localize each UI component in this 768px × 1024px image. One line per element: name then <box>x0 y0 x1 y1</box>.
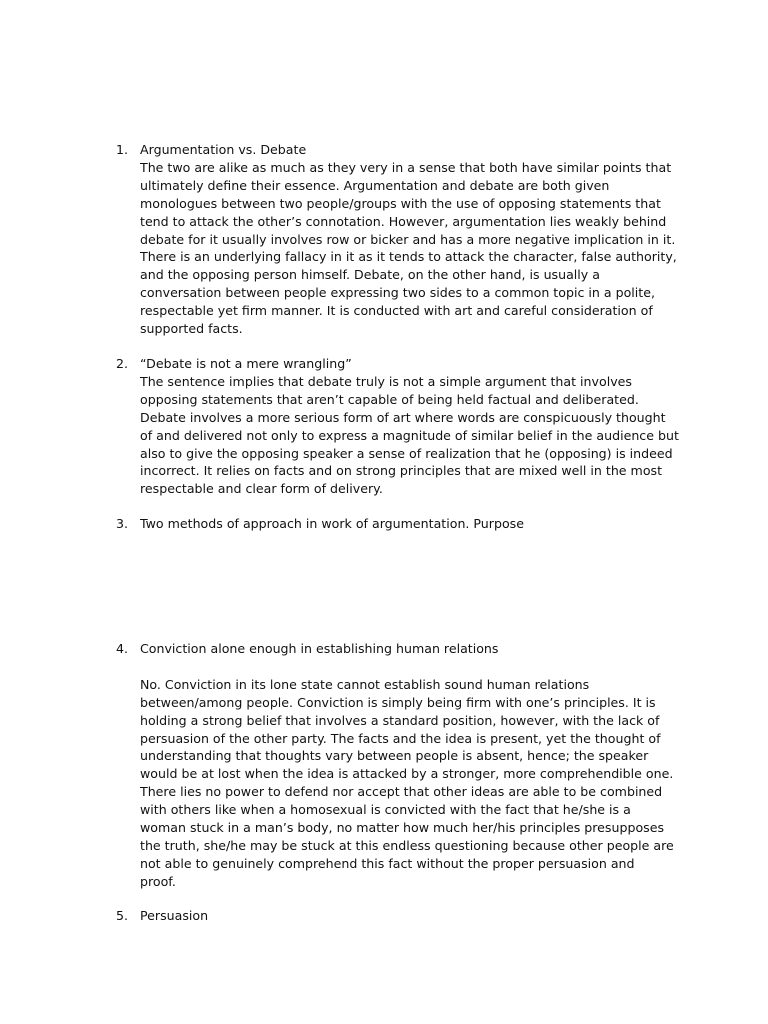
paragraph-line: of and delivered not only to express a magnitude of similar belief in the audience but <box>140 427 679 443</box>
paragraph-line: between/among people. Conviction is simply being firm with one’s principles. It is <box>140 694 656 710</box>
item-heading: “Debate is not a mere wrangling” <box>140 356 352 371</box>
item-content <box>140 907 686 925</box>
paragraph-line: persuasion of the other party. The facts and the idea is present, yet the thought of <box>140 730 661 746</box>
blank-line <box>140 658 686 676</box>
item-content <box>140 515 686 533</box>
item-number: 3. <box>116 516 129 531</box>
list-item-4 <box>116 640 686 891</box>
paragraph-line: proof. <box>140 873 176 889</box>
paragraph-line: holding a strong belief that involves a standard position, however, with the lack of <box>140 712 660 728</box>
list-item-5 <box>116 907 686 925</box>
paragraph-line: There is an underlying fallacy in it as it tends to attack the character, false authority, <box>140 249 677 265</box>
paragraph-line: the truth, she/he may be stuck at this endless questioning because other people are <box>140 837 674 853</box>
paragraph-line: tend to attack the other’s connotation. However, argumentation lies weakly behind <box>140 213 667 229</box>
paragraph-line: debate for it usually involves row or bicker and has a more negative implication in it. <box>140 231 676 247</box>
item-heading: Persuasion <box>140 908 209 923</box>
paragraph-line: understanding that thoughts vary between people is absent, hence; the speaker <box>140 748 649 764</box>
paragraph-line: The sentence implies that debate truly is not a simple argument that involves <box>140 373 632 389</box>
paragraph-line: conversation between people expressing two sides to a common topic in a polite, <box>140 285 655 301</box>
item-number: 1. <box>116 142 129 157</box>
list-item-3 <box>116 515 686 533</box>
paragraph-line: not able to genuinely comprehend this fact without the proper persuasion and <box>140 855 635 871</box>
paragraph-line: respectable yet firm manner. It is conducted with art and careful consideration of <box>140 303 653 319</box>
paragraph-line: respectable and clear form of delivery. <box>140 481 383 497</box>
item-content <box>140 640 686 891</box>
paragraph-line: with others like when a homosexual is convicted with the fact that he/she is a <box>140 802 631 818</box>
paragraph-line: and the opposing person himself. Debate, on the other hand, is usually a <box>140 267 600 283</box>
item-content <box>140 355 686 498</box>
item-heading: Argumentation vs. Debate <box>140 142 307 157</box>
paragraph-line: The two are alike as much as they very in a sense that both have similar points that <box>140 159 672 175</box>
paragraph-line: monologues between two people/groups with the use of opposing statements that <box>140 195 661 211</box>
item-content <box>140 141 686 338</box>
paragraph-line: ultimately define their essence. Argumentation and debate are both given <box>140 177 610 193</box>
list-item-2 <box>116 355 686 498</box>
paragraph-line: incorrect. It relies on facts and on strong principles that are mixed well in the most <box>140 463 663 479</box>
item-number: 2. <box>116 356 129 371</box>
item-heading: Conviction alone enough in establishing human relations <box>140 641 499 656</box>
paragraph-line: woman stuck in a man’s body, no matter how much her/his principles presupposes <box>140 820 665 836</box>
paragraph-line: No. Conviction in its lone state cannot establish sound human relations <box>140 676 590 692</box>
list-item-1 <box>116 141 686 338</box>
paragraph-line: There lies no power to defend nor accept that other ideas are able to be combined <box>140 784 663 800</box>
item-number: 5. <box>116 908 129 923</box>
paragraph-line: also to give the opposing speaker a sense of realization that he (opposing) is indeed <box>140 445 673 461</box>
item-number: 4. <box>116 641 129 656</box>
item-heading: Two methods of approach in work of argumentation. Purpose <box>140 516 524 531</box>
paragraph-line: would be at lost when the idea is attacked by a stronger, more comprehendible one. <box>140 766 674 782</box>
paragraph-line: opposing statements that aren’t capable of being held factual and deliberated. <box>140 391 639 407</box>
paragraph-line: supported facts. <box>140 321 243 337</box>
paragraph-line: Debate involves a more serious form of art where words are conspicuously thought <box>140 409 666 425</box>
